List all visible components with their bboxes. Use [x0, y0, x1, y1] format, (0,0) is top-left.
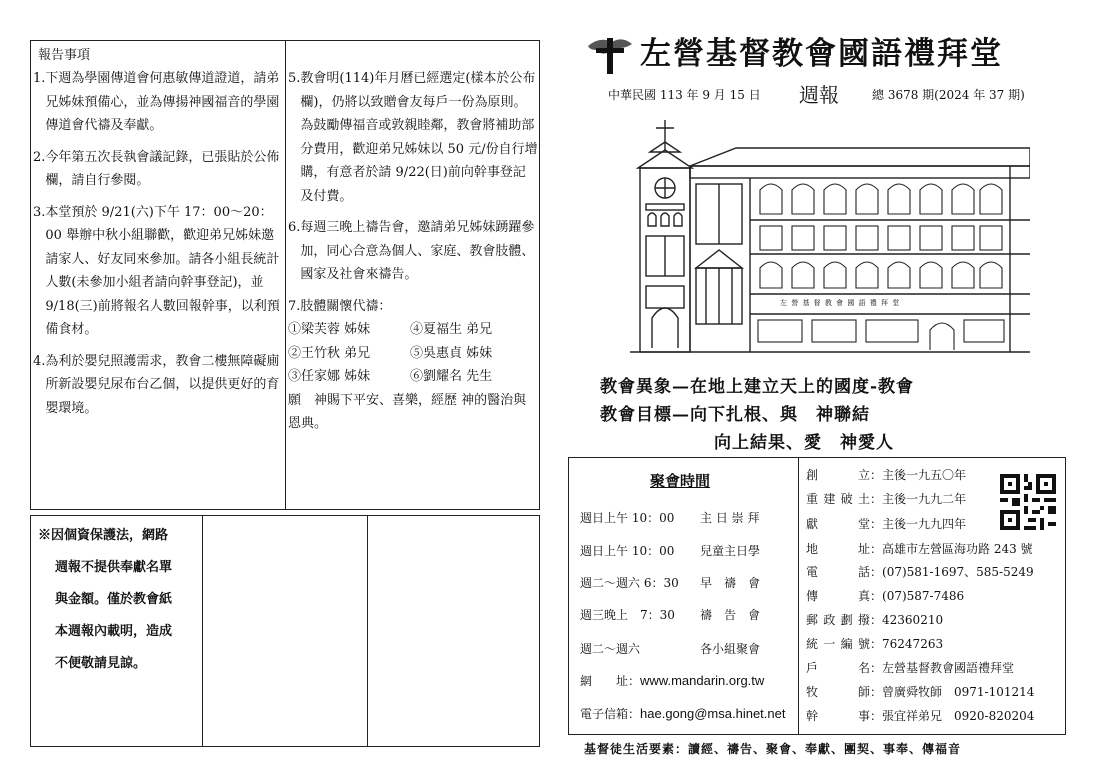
prayer-closing: 願 神賜下平安、喜樂，經歷 神的醫治與恩典。: [288, 392, 527, 431]
info-row-fax: 傳真：(07)587-7486: [806, 589, 965, 603]
meeting-times-title: 聚會時間: [650, 472, 711, 490]
announcement-item: 2. 今年第五次長執會議記錄，已張貼於公佈欄，請自行參閱。: [33, 149, 280, 188]
bulletin-date: 中華民國 113 年 9 月 15 日: [608, 88, 761, 102]
website-line: 網 址：www.mandarin.org.tw: [580, 673, 765, 688]
email-line: 電子信箱：hae.gong@msa.hinet.net: [580, 706, 786, 721]
info-row-tax-id: 統一編號：76247263: [806, 637, 944, 651]
announcement-item: 3. 本堂預於 9/21(六)下午 17：00～20：00 舉辦中秋小組聯歡，歡迎弟兄姊妹邀請家人、好友同來參加。請各小組長統計人數(未參加小組者請向幹事登記)，並 9/18(三)前將報名人數回報幹事，以利預備食材。: [33, 204, 280, 337]
info-row-postal: 郵政劃撥：42360210: [806, 613, 944, 627]
building-sign: 左 營 基 督 教 會 國 語 禮 拜 堂: [780, 299, 901, 307]
christian-life-motto: 基督徒生活要素：讀經、禱告、聚會、奉獻、團契、事奉、傳福音: [584, 742, 962, 756]
announcement-item: 1. 下週為學園傳道會何惠敏傳道證道，請弟兄姊妹預備心，並為傳揚神國福音的學園傳道會代禱及奉獻。: [33, 71, 280, 133]
prayer-row: ①梁芙蓉 姊妹 ④夏福生 弟兄: [288, 322, 493, 337]
announcements-left-column: [33, 67, 283, 428]
announcements-title: 報告事項: [38, 48, 91, 63]
privacy-divider-1: [202, 515, 203, 747]
meeting-row: 週日上午 10：00 主 日 崇 拜: [580, 511, 760, 525]
info-row-pastor: 牧師：曾廣舜牧師 0971-101214: [806, 685, 1035, 699]
column-divider: [285, 40, 286, 510]
prayer-row: ③任家娜 姊妹 ⑥劉耀名 先生: [288, 369, 493, 384]
church-logo-icon: [586, 34, 634, 76]
prayer-list: [288, 318, 538, 436]
weekly-label: 週報: [799, 83, 839, 107]
meeting-row: 週日上午 10：00 兒童主日學: [580, 544, 761, 558]
info-row-phone: 電話：(07)581-1697、585-5249: [806, 565, 1034, 579]
issue-number: 總 3678 期(2024 年 37 期): [872, 88, 1025, 102]
meeting-row: 週三晚上 7：30 禱 告 會: [580, 608, 761, 622]
vision-slogan: 教會異象—在地上建立天上的國度-教會: [600, 377, 915, 397]
info-row-founded: 創立：主後一九五〇年: [806, 468, 967, 482]
email-link[interactable]: hae.gong@msa.hinet.net: [640, 706, 786, 721]
prayer-row: ②王竹秋 弟兄 ⑤吳惠貞 姊妹: [288, 345, 493, 361]
qr-code-icon[interactable]: [1000, 474, 1056, 530]
privacy-note: ※因個資保護法，網路 週報不提供奉獻名單 與金額。僅於教會紙 本週報內載明，造成 不便敬請見諒。: [38, 528, 173, 671]
goal-slogan-2: 向上結果、愛 神愛人: [714, 433, 894, 453]
info-divider: [798, 457, 799, 735]
meeting-row: 週二～週六 6：30 早 禱 會: [580, 576, 761, 590]
info-row-dedication: 獻堂：主後一九九四年: [806, 517, 967, 531]
church-title: 左營基督教會國語禮拜堂: [640, 36, 1003, 72]
info-row-rebuild: 重建破土：主後一九九二年: [806, 492, 967, 506]
announcements-right-column: [288, 67, 538, 436]
info-row-address: 地址：高雄市左營區海功路 243 號: [806, 542, 1033, 556]
website-link[interactable]: www.mandarin.org.tw: [640, 673, 765, 688]
announcement-item: 6. 每週三晚上禱告會，邀請弟兄姊妹踴躍參加，同心合意為個人、家庭、教會肢體、國家及社會來禱告。: [288, 220, 535, 282]
info-row-secretary: 幹事：張宜祥弟兄 0920-820204: [806, 709, 1035, 723]
announcement-item: 7. 肢體關懷代禱：: [288, 298, 392, 314]
announcement-item: 4. 為利於嬰兒照護需求，教會二樓無障礙廁所新設嬰兒尿布台乙個，以提供更好的育嬰環境。: [33, 353, 280, 416]
church-building-illustration: [630, 118, 1030, 354]
meeting-row: 週二～週六 各小組聚會: [580, 642, 761, 656]
privacy-divider-2: [367, 515, 368, 747]
announcement-item: 5. 教會明(114)年月曆已經選定(樣本於公布欄)，仍將以致贈會友每戶一份為原則。為鼓勵傳福音或敦親睦鄰，教會將補助部分費用，歡迎弟兄姊妹以 50 元/份自行增購，有意者於請 9/22(日)前向幹事登記及付費。: [288, 71, 538, 204]
info-row-account: 戶名：左營基督教會國語禮拜堂: [806, 661, 1015, 675]
goal-slogan: 教會目標—向下扎根、與 神聯結: [600, 405, 870, 425]
